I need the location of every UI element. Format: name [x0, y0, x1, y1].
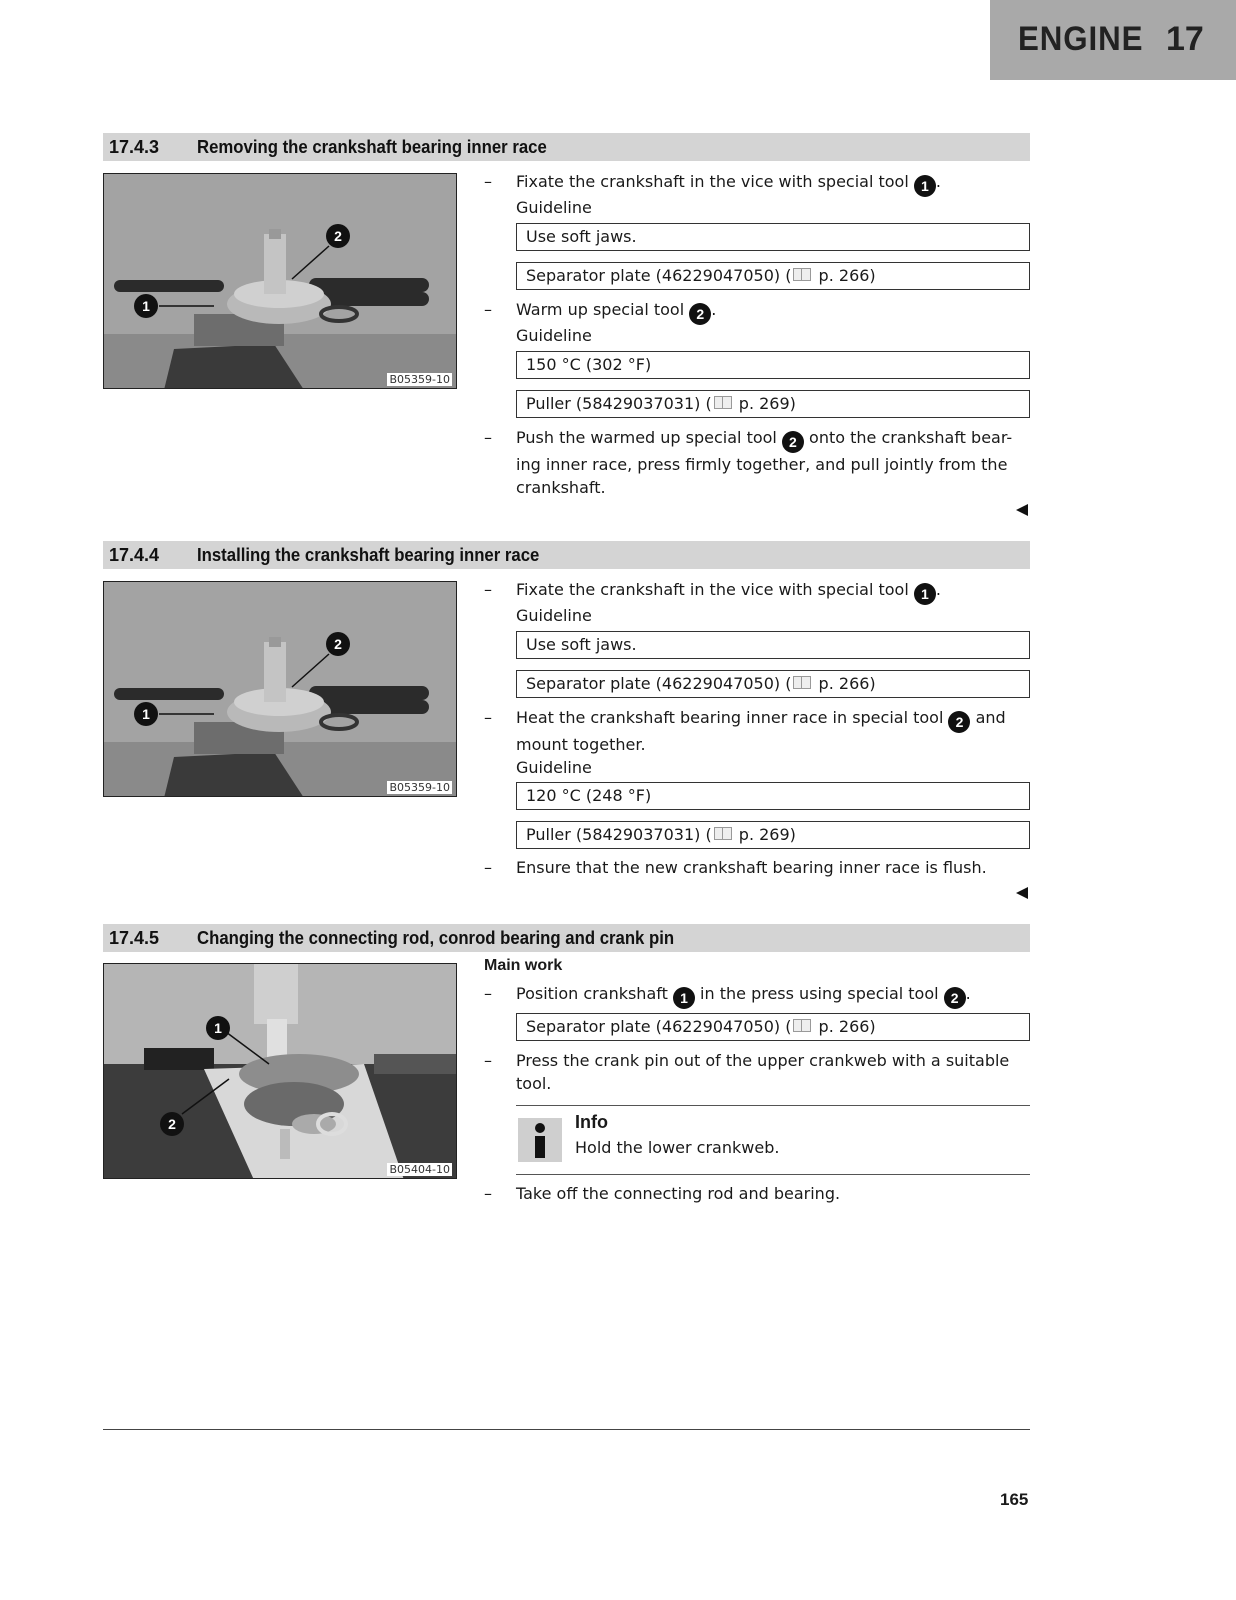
info-title: Info: [575, 1112, 608, 1132]
book-icon: [714, 827, 732, 840]
step-text: [516, 982, 971, 1009]
section-number: 17.4.3: [109, 137, 160, 157]
step-text-part: Fixate the crankshaft in the vice with special tool: [516, 172, 914, 191]
tool-box: [516, 390, 1030, 418]
section-title: Changing the connecting rod, conrod bearing and crank pin: [197, 928, 675, 948]
subheading-main-work: Main work: [484, 957, 563, 974]
chapter-number: 17: [1166, 20, 1204, 58]
tool-text: Puller (58429037031) (: [526, 394, 712, 413]
bullet-dash: –: [484, 1051, 492, 1070]
step-text-part: in the press using special tool: [694, 984, 944, 1003]
crankshaft-press-illustration: [104, 964, 457, 1179]
callout-1: 1: [206, 1016, 230, 1040]
bullet-dash: –: [484, 1184, 492, 1203]
step-text-part: .: [935, 580, 941, 599]
tool-page: p. 269): [733, 394, 796, 413]
book-icon: [793, 268, 811, 281]
section-title: Removing the crankshaft bearing inner race: [197, 137, 547, 157]
photo-code: B05359-10: [389, 373, 450, 386]
footer-rule: [103, 1429, 1030, 1430]
info-glyph: [518, 1118, 562, 1162]
callout-2: 2: [944, 987, 966, 1009]
guideline-label: Guideline: [516, 326, 592, 345]
crankshaft-vice-photo: [103, 581, 457, 797]
tool-page: p. 269): [733, 825, 796, 844]
callout-2: 2: [782, 431, 804, 453]
step-text-part: Heat the crankshaft bearing inner race in special tool: [516, 708, 949, 727]
tool-text: Separator plate (46229047050) (: [526, 1017, 792, 1036]
tool-text: Puller (58429037031) (: [526, 825, 712, 844]
tool-box: [516, 262, 1030, 290]
section-end-marker: [1016, 887, 1028, 899]
tool-page: p. 266): [813, 266, 876, 285]
section-number: 17.4.5: [109, 928, 160, 948]
callout-1: 1: [673, 987, 695, 1009]
info-box: [516, 1105, 1030, 1175]
callout-2: 2: [326, 632, 350, 656]
tool-box: [516, 670, 1030, 698]
callout-1: 1: [914, 175, 936, 197]
guideline-label: Guideline: [516, 198, 592, 217]
callout-2: 2: [689, 303, 711, 325]
step-text-part: .: [711, 300, 717, 319]
bullet-dash: –: [484, 300, 492, 319]
section-header-17-4-3: [103, 133, 1030, 161]
book-icon: [793, 1019, 811, 1032]
guideline-box: Use soft jaws.: [516, 223, 1030, 251]
guideline-label: Guideline: [516, 758, 592, 777]
tool-page: p. 266): [813, 1017, 876, 1036]
step-text-part: .: [965, 984, 971, 1003]
step-text: Press the crank pin out of the upper crankweb with a suitable tool.: [516, 1051, 1010, 1093]
section-end-marker: [1016, 504, 1028, 516]
bullet-dash: –: [484, 428, 492, 447]
photo-code: B05404-10: [389, 1163, 450, 1176]
guideline-box: Use soft jaws.: [516, 631, 1030, 659]
step-text: [516, 706, 1030, 756]
tool-text: Separator plate (46229047050) (: [526, 266, 792, 285]
crankshaft-vice-photo: [103, 173, 457, 389]
section-header-17-4-5: [103, 924, 1030, 952]
section-header-17-4-4: [103, 541, 1030, 569]
tool-text: Separator plate (46229047050) (: [526, 674, 792, 693]
info-text: Hold the lower crankweb.: [575, 1138, 780, 1157]
callout-2: 2: [160, 1112, 184, 1136]
chapter-title: ENGINE: [1018, 20, 1144, 58]
callout-1: 1: [134, 294, 158, 318]
step-text-part: Warm up special tool: [516, 300, 690, 319]
info-icon: [518, 1118, 562, 1162]
step-text: [516, 298, 716, 325]
section-number: 17.4.4: [109, 545, 160, 565]
book-icon: [793, 676, 811, 689]
callout-2: 2: [948, 711, 970, 733]
step-text-part: Push the warmed up special tool: [516, 428, 782, 447]
guideline-box: 150 °C (302 °F): [516, 351, 1030, 379]
callout-1: 1: [914, 583, 936, 605]
bullet-dash: –: [484, 984, 492, 1003]
step-text-part: and mount together.: [516, 708, 1006, 754]
step-text: [516, 578, 941, 605]
callout-1: 1: [134, 702, 158, 726]
bullet-dash: –: [484, 708, 492, 727]
crankshaft-press-photo: [103, 963, 457, 1179]
photo-code: B05359-10: [389, 781, 450, 794]
step-text: [516, 426, 1030, 499]
step-text: Ensure that the new crankshaft bearing inner race is flush.: [516, 858, 987, 877]
tool-page: p. 266): [813, 674, 876, 693]
bullet-dash: –: [484, 172, 492, 191]
step-text-part: Position crankshaft: [516, 984, 673, 1003]
step-text-part: .: [935, 172, 941, 191]
step-text: [516, 170, 941, 197]
step-text-part: onto the crankshaft bear-ing inner race, press firmly together, and pull jointly from the crankshaft.: [516, 428, 1013, 497]
step-text: Take off the connecting rod and bearing.: [516, 1184, 841, 1203]
callout-2: 2: [326, 224, 350, 248]
tool-box: [516, 1013, 1030, 1041]
crankshaft-vice-illustration: [104, 582, 457, 797]
section-title: Installing the crankshaft bearing inner race: [197, 545, 540, 565]
book-icon: [714, 396, 732, 409]
step-text-part: Fixate the crankshaft in the vice with special tool: [516, 580, 914, 599]
guideline-label: Guideline: [516, 606, 592, 625]
tool-box: [516, 821, 1030, 849]
bullet-dash: –: [484, 580, 492, 599]
page-number: 165: [1000, 1490, 1029, 1509]
guideline-box: 120 °C (248 °F): [516, 782, 1030, 810]
bullet-dash: –: [484, 858, 492, 877]
crankshaft-vice-illustration: [104, 174, 457, 389]
